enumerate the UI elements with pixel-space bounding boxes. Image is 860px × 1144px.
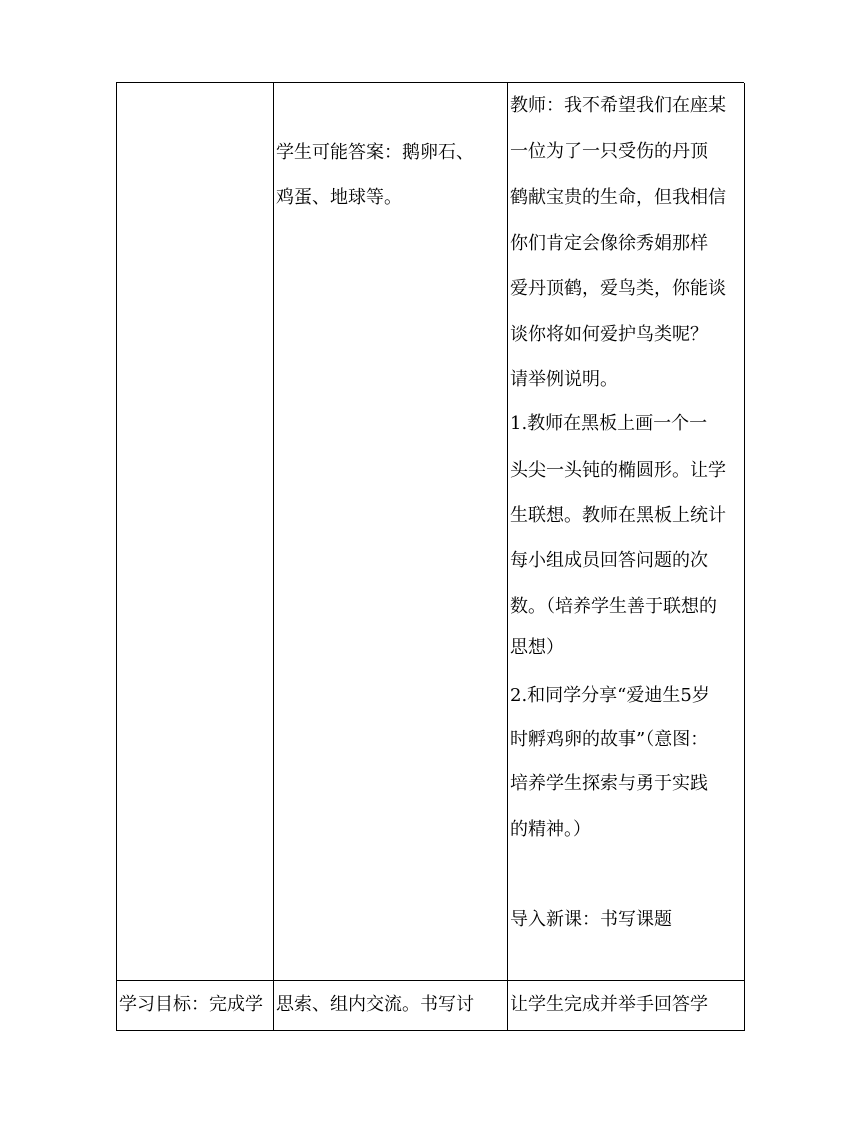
row1-col2-cell — [274, 83, 508, 981]
row1-col1-cell — [117, 83, 274, 981]
text-line: 思想） — [510, 637, 564, 658]
text-line: 学习目标：完成学 — [119, 994, 263, 1015]
text-line: 谈你将如何爱护鸟类呢？ — [510, 324, 708, 345]
text-line: 数。（培养学生善于联想的 — [510, 596, 717, 617]
text-line: 2.和同学分享“爱迪生5岁 — [510, 685, 710, 706]
text-line: 培养学生探索与勇于实践 — [510, 773, 708, 794]
text-line: 1.教师在黑板上画一个一 — [510, 413, 708, 434]
row1-col3-cell — [508, 83, 745, 981]
text-line: 学生可能答案：鹅卵石、 — [276, 142, 474, 163]
text-line: 头尖一头钝的椭圆形。让学 — [510, 460, 726, 481]
text-line: 的精神。） — [510, 819, 591, 840]
text-line: 时孵鸡卵的故事”（意图： — [510, 729, 709, 750]
text-line: 请举例说明。 — [510, 369, 618, 390]
text-line: 鸡蛋、地球等。 — [276, 187, 402, 208]
text-line: 爱丹顶鹤，爱鸟类，你能谈 — [510, 278, 726, 299]
text-line: 你们肯定会像徐秀娟那样 — [510, 233, 708, 254]
text-line: 导入新课：书写课题 — [510, 909, 672, 930]
lesson-plan-table — [116, 82, 744, 1031]
text-line: 让学生完成并举手回答学 — [510, 994, 708, 1015]
text-line: 教师：我不希望我们在座某 — [510, 95, 726, 116]
row2-col1-cell — [117, 981, 274, 1031]
text-line: 每小组成员回答问题的次 — [510, 550, 708, 571]
text-line: 生联想。教师在黑板上统计 — [510, 505, 726, 526]
text-line: 一位为了一只受伤的丹顶 — [510, 141, 708, 162]
row2-col3-cell — [508, 981, 745, 1031]
text-line: 思索、组内交流。书写讨 — [276, 994, 474, 1015]
text-line: 鹤献宝贵的生命，但我相信 — [510, 187, 726, 208]
row2-col2-cell — [274, 981, 508, 1031]
